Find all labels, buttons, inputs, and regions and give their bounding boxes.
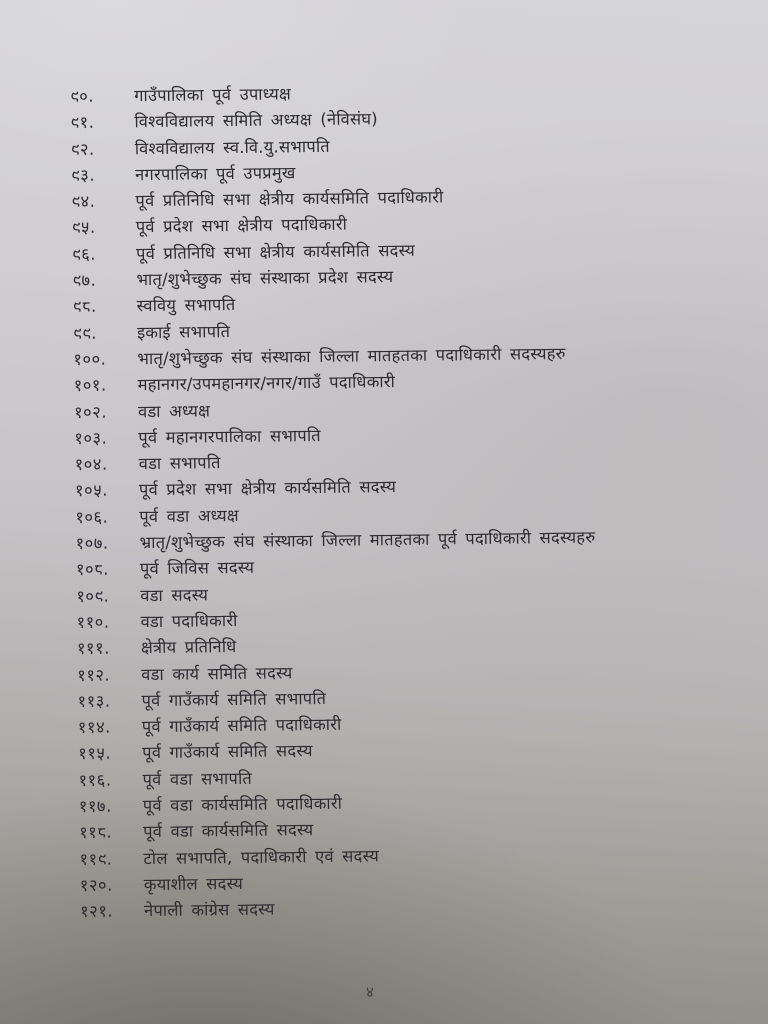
item-text: क्षेत्रीय प्रतिनिधि <box>140 637 237 658</box>
item-number: १०८. <box>75 559 110 580</box>
item-number: ९८. <box>72 297 97 317</box>
item-text: पूर्व जिविस सदस्य <box>139 558 255 579</box>
item-number: १०३. <box>74 428 108 448</box>
item-number: १०४. <box>74 454 108 475</box>
item-text: भातृ/शुभेच्छुक संघ संस्थाका प्रदेश सदस्य <box>136 267 394 290</box>
item-number: १००. <box>73 349 107 369</box>
item-number: १०९. <box>76 586 110 606</box>
item-text: पूर्व प्रदेश सभा क्षेत्रीय पदाधिकारी <box>135 215 348 237</box>
item-number: ९९. <box>72 323 98 343</box>
item-text: पूर्व गाउँकार्य समिति सदस्य <box>142 741 313 763</box>
item-number: ९२. <box>70 139 95 159</box>
item-number: ९७. <box>72 270 97 291</box>
item-number: १२१. <box>79 901 114 922</box>
item-text: गाउँपालिका पूर्व उपाध्यक्ष <box>134 84 292 106</box>
item-text: नेपाली कांग्रेस सदस्य <box>143 899 275 921</box>
item-number: ११८. <box>79 822 113 843</box>
item-number: १०६. <box>75 507 109 527</box>
item-text: पूर्व गाउँकार्य समिति पदाधिकारी <box>141 714 342 737</box>
item-number: ९५. <box>71 218 96 238</box>
item-number: ११५. <box>78 743 112 764</box>
item-number: ११६. <box>78 770 112 790</box>
item-text: विश्वविद्यालय समिति अध्यक्ष (नेविसंघ) <box>134 109 378 132</box>
item-number: १२०. <box>79 875 113 895</box>
item-text: पूर्व गाउँकार्य समिति सभापति <box>141 688 327 710</box>
item-text: वडा सभापति <box>138 453 221 474</box>
item-text: भातृ/शुभेच्छुक संघ संस्थाका जिल्ला मातहतका पदाधिकारी सदस्यहरु <box>137 343 566 369</box>
item-number: ९३. <box>71 165 96 185</box>
page-number: ४ <box>366 983 374 1001</box>
numbered-list <box>70 76 752 926</box>
item-number: ११९. <box>79 849 113 869</box>
item-number: ९१. <box>70 113 95 133</box>
item-text: पूर्व प्रतिनिधि सभा क्षेत्रीय कार्यसमिति पदाधिकारी <box>135 187 444 211</box>
item-text: भ्रातृ/शुभेच्छुक संघ संस्थाका जिल्ला मातहतका पूर्व पदाधिकारी सदस्यहरु <box>139 527 596 553</box>
item-number: ११३. <box>77 691 111 711</box>
item-text: विश्वविद्यालय स्व.वि.यु.सभापति <box>134 136 330 158</box>
item-number: १०२. <box>73 402 108 422</box>
item-number: १०७. <box>75 533 109 554</box>
item-number: ९६. <box>71 244 97 264</box>
item-text: स्ववियु सभापति <box>136 295 236 316</box>
item-text: नगरपालिका पूर्व उपप्रमुख <box>134 163 296 185</box>
item-text: पूर्व वडा कार्यसमिति पदाधिकारी <box>142 793 343 816</box>
item-text: पूर्व वडा अध्यक्ष <box>139 505 239 526</box>
item-text: वडा सदस्य <box>140 584 209 605</box>
item-text: कृयाशील सदस्य <box>143 873 244 895</box>
item-text: वडा पदाधिकारी <box>140 610 238 632</box>
item-text: टोल सभापति, पदाधिकारी एवं सदस्य <box>143 845 380 868</box>
item-text: वडा कार्य समिति सदस्य <box>141 662 293 684</box>
item-number: ११२. <box>77 665 111 685</box>
item-number: ११७. <box>78 796 112 816</box>
item-number: ९४. <box>71 191 96 212</box>
item-text: पूर्व वडा सभापति <box>142 768 252 789</box>
item-number: १०५. <box>74 481 109 501</box>
item-text: पूर्व महानगरपालिका सभापति <box>138 425 321 448</box>
item-number: १११. <box>76 638 111 659</box>
item-number: ९०. <box>70 86 95 106</box>
item-text: पूर्व प्रदेश सभा क्षेत्रीय कार्यसमिति सदस्य <box>138 477 397 500</box>
item-number: ११४. <box>77 717 111 738</box>
item-text: महानगर/उपमहानगर/नगर/गाउँ पदाधिकारी <box>137 372 396 395</box>
item-text: पूर्व प्रतिनिधि सभा क्षेत्रीय कार्यसमिति सदस्य <box>135 240 416 263</box>
item-number: ११०. <box>76 612 110 632</box>
item-number: १०१. <box>73 375 107 396</box>
item-text: पूर्व वडा कार्यसमिति सदस्य <box>143 820 314 842</box>
item-text: इकाई सभापति <box>136 321 231 342</box>
item-text: वडा अध्यक्ष <box>137 400 211 421</box>
